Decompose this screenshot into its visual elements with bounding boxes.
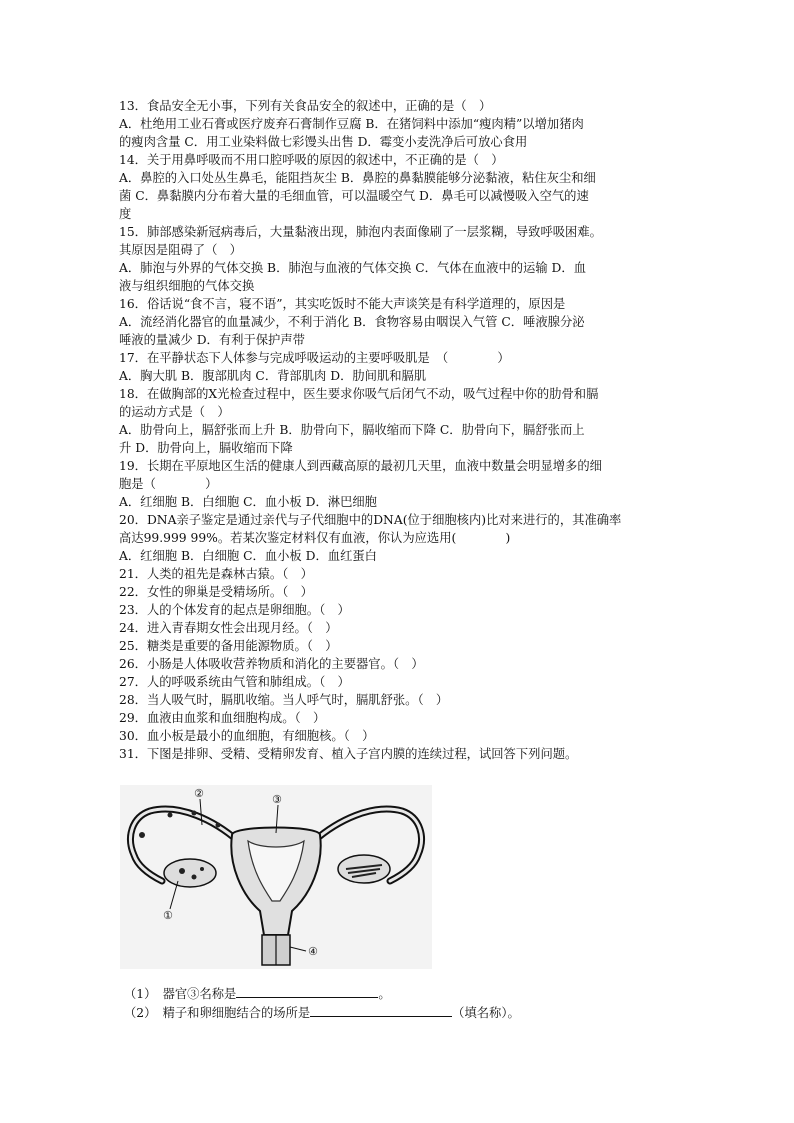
- text-line: 19．长期在平原地区生活的健康人到西藏高原的最初几天里，血液中数量会明显增多的细: [119, 459, 602, 473]
- text-line: 21．人类的祖先是森林古猿。（ ）: [119, 567, 313, 581]
- text-line: 液与组织细胞的气体交换: [119, 279, 255, 293]
- answer-1-prefix: （1） 器官③名称是: [124, 987, 237, 1001]
- text-line: 31．下图是排卵、受精、受精卵发育、植入子宫内膜的连续过程，试回答下列问题。: [119, 747, 578, 761]
- answer-2-suffix: （填名称）。: [452, 1006, 520, 1020]
- text-line: A．肋骨向上，膈舒张而上升 B．肋骨向下，膈收缩而下降 C．肋骨向下，膈舒张而上: [119, 423, 585, 437]
- answer-2-prefix: （2） 精子和卵细胞结合的场所是: [124, 1006, 311, 1020]
- text-line: 29．血液由血浆和血细胞构成。（ ）: [119, 711, 326, 725]
- text-line: 30．血小板是最小的血细胞，有细胞核。（ ）: [119, 729, 375, 743]
- text-line: 度: [119, 207, 132, 221]
- answer-1-blank[interactable]: [236, 985, 378, 998]
- text-line: 22．女性的卵巢是受精场所。（ ）: [119, 585, 313, 599]
- answer-2-blank[interactable]: [310, 1004, 452, 1017]
- text-line: 其原因是阻碍了（ ）: [119, 243, 242, 257]
- text-line: 24．进入青春期女性会出现月经。（ ）: [119, 621, 338, 635]
- text-line: 17．在平静状态下人体参与完成呼吸运动的主要呼吸肌是 （ ）: [119, 351, 510, 365]
- diagram-label-2: ②: [194, 787, 204, 800]
- text-line: A．杜绝用工业石膏或医疗废弃石膏制作豆腐 B．在猪饲料中添加“瘦肉精”以增加猪肉: [119, 117, 584, 131]
- text-line: 的运动方式是（ ）: [119, 405, 230, 419]
- text-line: 高达99.999 99%。若某次鉴定材料仅有血液，你认为应选用( ): [119, 531, 511, 545]
- answer-2: [124, 1004, 520, 1022]
- uterus-diagram: [120, 785, 432, 969]
- text-line: 15．肺部感染新冠病毒后，大量黏液出现，肺泡内表面像刷了一层浆糊，导致呼吸困难。: [119, 225, 602, 239]
- text-line: A．红细胞 B．白细胞 C．血小板 D．血红蛋白: [119, 549, 377, 563]
- text-line: 的瘦肉含量 C．用工业染料做七彩馒头出售 D．霉变小麦洗净后可放心食用: [119, 135, 528, 149]
- text-line: 菌 C．鼻黏膜内分布着大量的毛细血管，可以温暖空气 D．鼻毛可以减慢吸入空气的速: [119, 189, 589, 203]
- right-ovary: [338, 855, 390, 883]
- text-line: 23．人的个体发育的起点是卵细胞。（ ）: [119, 603, 350, 617]
- answer-1-suffix: 。: [378, 987, 391, 1001]
- text-line: A．胸大肌 B．腹部肌肉 C．背部肌肉 D．肋间肌和膈肌: [119, 369, 427, 383]
- text-line: 20．DNA亲子鉴定是通过亲代与子代细胞中的DNA(位于细胞核内)比对来进行的，其准确率: [119, 513, 622, 527]
- text-line: A．红细胞 B．白细胞 C．血小板 D．淋巴细胞: [119, 495, 377, 509]
- text-line: 27．人的呼吸系统由气管和肺组成。（ ）: [119, 675, 350, 689]
- text-line: A．流经消化器官的血量减少，不利于消化 B．食物容易由咽误入气管 C．唾液腺分泌: [119, 315, 585, 329]
- diagram-label-4: ④: [308, 945, 318, 958]
- text-line: 13．食品安全无小事，下列有关食品安全的叙述中，正确的是（ ）: [119, 99, 492, 113]
- text-line: A．肺泡与外界的气体交换 B．肺泡与血液的气体交换 C．气体在血液中的运输 D．血: [119, 261, 587, 275]
- text-line: 14．关于用鼻呼吸而不用口腔呼吸的原因的叙述中，不正确的是（ ）: [119, 153, 504, 167]
- diagram-label-1: ①: [163, 909, 173, 922]
- diagram-label-3: ③: [272, 793, 282, 806]
- answer-1: [124, 985, 391, 1003]
- text-line: 胞是（ ）: [119, 477, 218, 491]
- text-line: 28．当人吸气时，膈肌收缩。当人呼气时，膈肌舒张。（ ）: [119, 693, 449, 707]
- left-ovary: [164, 859, 216, 887]
- text-line: 升 D．肋骨向上，膈收缩而下降: [119, 441, 293, 455]
- text-line: 16．俗话说“食不言，寝不语”，其实吃饭时不能大声谈笑是有科学道理的，原因是: [119, 297, 566, 311]
- text-line: 唾液的量减少 D．有利于保护声带: [119, 333, 305, 347]
- text-line: 18．在做胸部的X光检查过程中，医生要求你吸气后闭气不动，吸气过程中你的肋骨和膈: [119, 387, 599, 401]
- text-line: 26．小肠是人体吸收营养物质和消化的主要器官。（ ）: [119, 657, 424, 671]
- text-line: 25．糖类是重要的备用能源物质。（ ）: [119, 639, 338, 653]
- text-line: A．鼻腔的入口处丛生鼻毛，能阻挡灰尘 B．鼻腔的鼻黏膜能够分泌黏液，粘住灰尘和细: [119, 171, 596, 185]
